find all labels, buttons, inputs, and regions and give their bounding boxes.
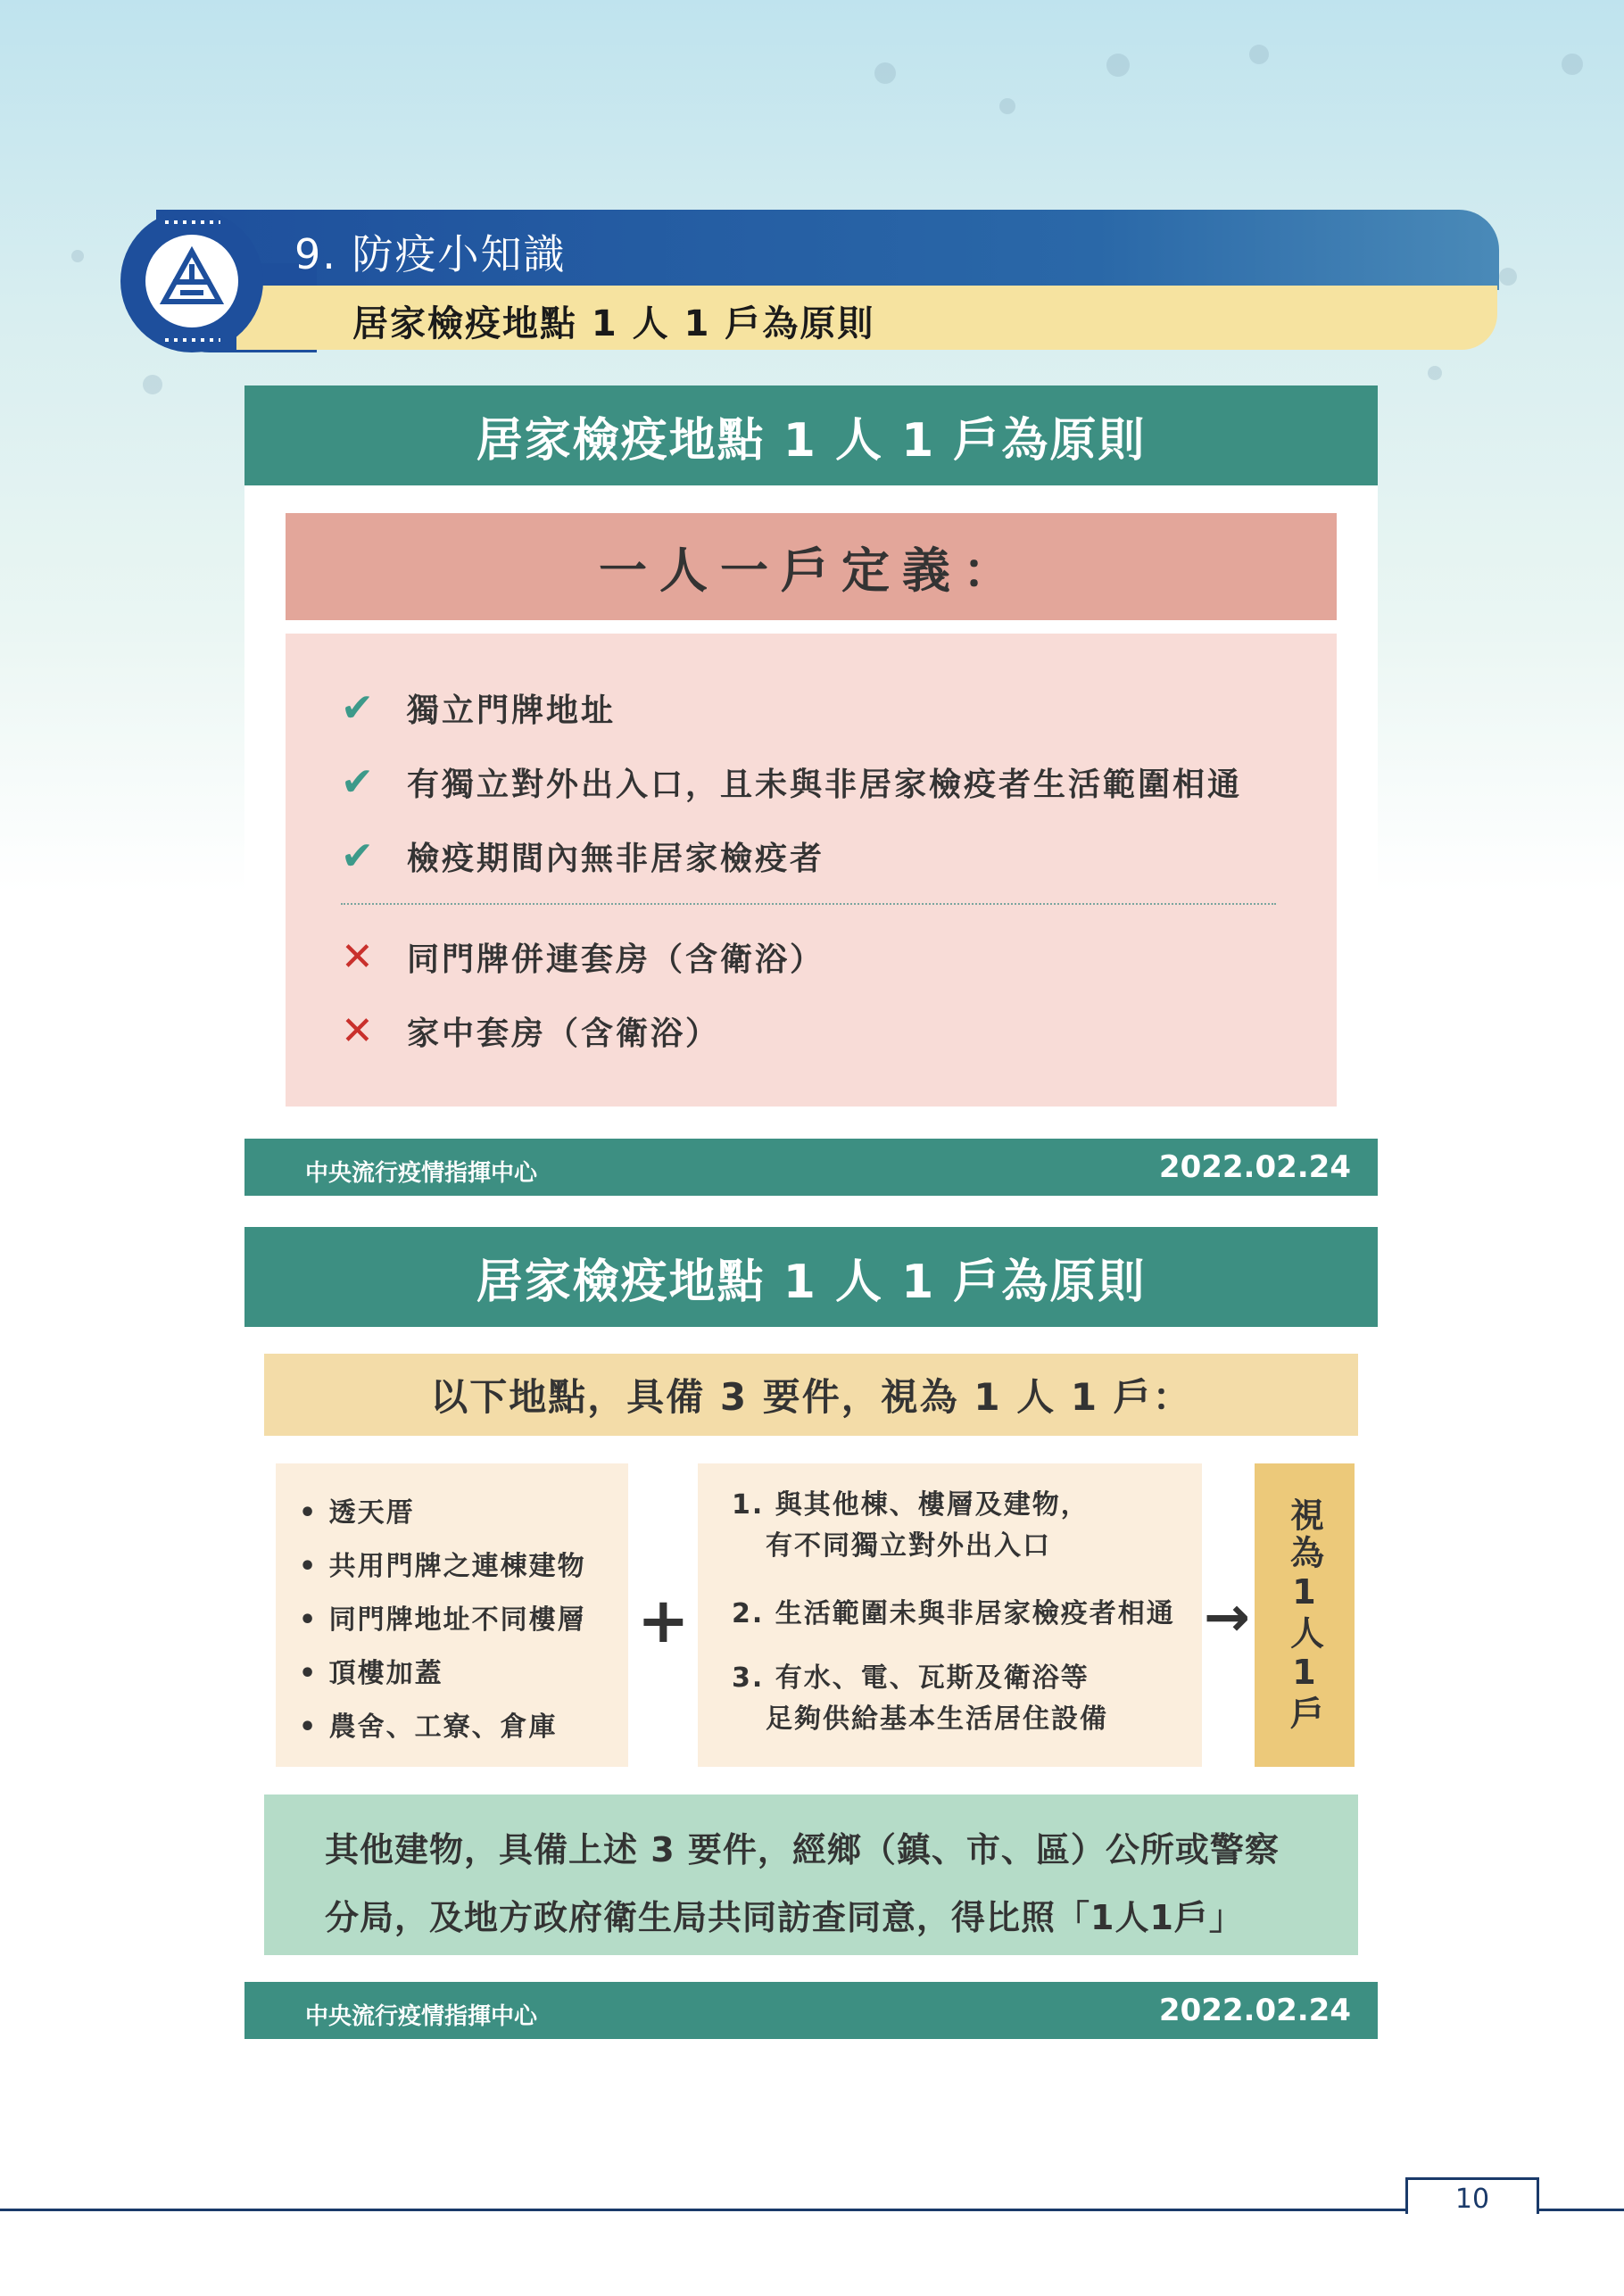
places-list (276, 1463, 628, 1767)
card-title: 居家檢疫地點 1 人 1 戶為原則 (244, 385, 1378, 485)
list-item: • 農舍、工寮、倉庫 (299, 1712, 558, 1743)
requirements-list (698, 1463, 1202, 1767)
condition-heading: 以下地點，具備 3 要件，視為 1 人 1 戶： (264, 1354, 1358, 1436)
list-item: • 透天厝 (299, 1497, 415, 1529)
list-item: • 共用門牌之連棟建物 (299, 1551, 586, 1582)
plus-icon: + (637, 1584, 690, 1657)
section-banner (120, 210, 1499, 352)
check-icon: ✔ (341, 833, 377, 879)
requirement-item: 3. 有水、電、瓦斯及衛浴等 足夠供給基本生活居住設備 (732, 1662, 1108, 1735)
footer-org: 中央流行疫情指揮中心 (305, 1160, 538, 1187)
section-subtitle: 居家檢疫地點 1 人 1 戶為原則 (352, 303, 875, 344)
cross-icon: ✕ (341, 934, 377, 980)
requirement-item: 2. 生活範圍未與非居家檢疫者相通 (732, 1598, 1175, 1629)
definition-heading: 一人一戶定義： (286, 513, 1337, 620)
not-allowed-item: ✕ 家中套房（含衛浴） (341, 1008, 721, 1054)
cross-icon: ✕ (341, 1008, 377, 1054)
conditions-card (244, 1227, 1378, 2039)
not-allowed-item: ✕ 同門牌併連套房（含衛浴） (341, 934, 825, 980)
card-footer (244, 1139, 1378, 1196)
allowed-item: ✔ 獨立門牌地址 (341, 685, 617, 731)
footer-date: 2022.02.24 (1158, 1149, 1351, 1185)
list-item: • 同門牌地址不同樓層 (299, 1604, 586, 1636)
arrow-right-icon: → (1204, 1584, 1250, 1649)
dotted-divider (341, 903, 1276, 905)
check-icon: ✔ (341, 685, 377, 731)
definition-list (286, 634, 1337, 1107)
page-number: 10 (1405, 2177, 1539, 2214)
check-icon: ✔ (341, 759, 377, 805)
footer-rule (0, 2209, 1624, 2211)
card-footer (244, 1982, 1378, 2039)
definition-card (244, 385, 1378, 1196)
section-title: 9. 防疫小知識 (294, 230, 567, 278)
cdc-logo-icon (120, 210, 263, 352)
result-label: 視為1人1戶 (1255, 1463, 1355, 1767)
note-box: 其他建物，具備上述 3 要件，經鄉（鎮、市、區）公所或警察 分局，及地方政府衛生局共同訪查同意，得比照「1人1戶」 (264, 1795, 1358, 1955)
requirement-item: 1. 與其他棟、樓層及建物， 有不同獨立對外出入口 (732, 1489, 1090, 1562)
card-title: 居家檢疫地點 1 人 1 戶為原則 (244, 1227, 1378, 1327)
footer-date: 2022.02.24 (1158, 1993, 1351, 2028)
footer-org: 中央流行疫情指揮中心 (305, 2003, 538, 2030)
list-item: • 頂樓加蓋 (299, 1658, 443, 1689)
allowed-item: ✔ 有獨立對外出入口，且未與非居家檢疫者生活範圍相通 (341, 759, 1243, 805)
allowed-item: ✔ 檢疫期間內無非居家檢疫者 (341, 833, 825, 879)
